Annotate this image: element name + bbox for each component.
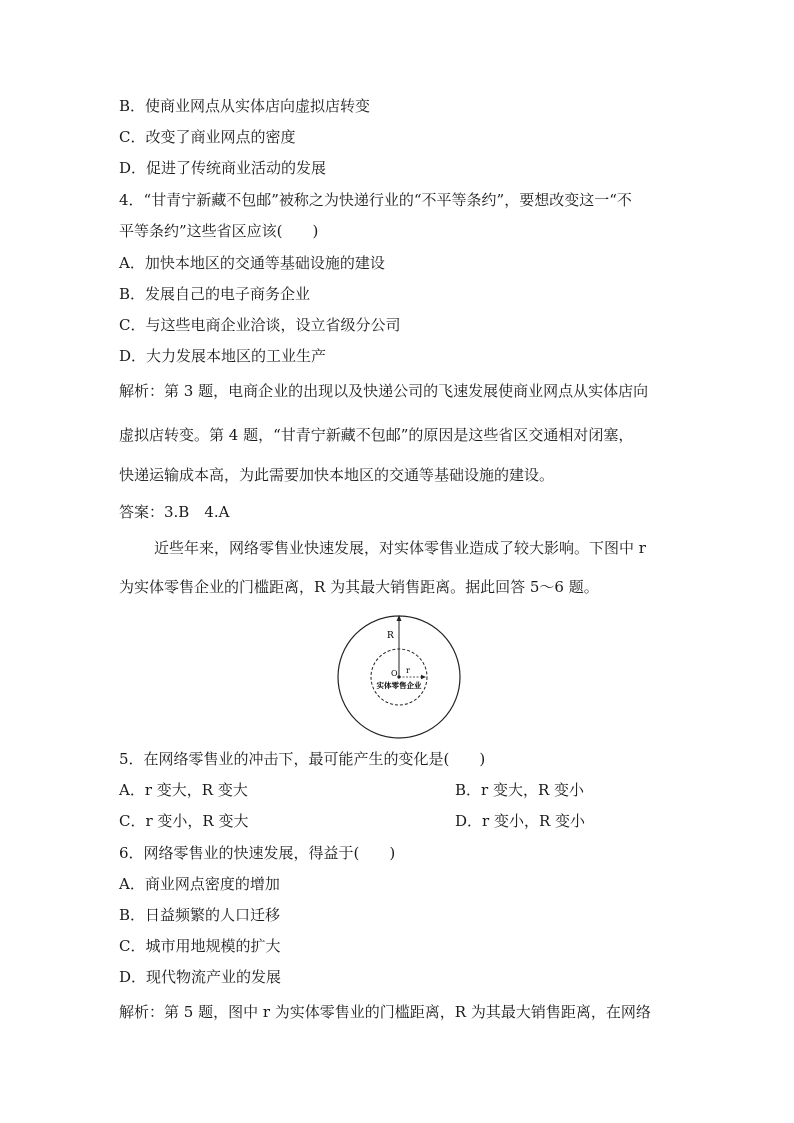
center-point — [397, 675, 400, 678]
label-enterprise: 实体零售企业 — [376, 681, 422, 690]
q6-option-d: D．现代物流产业的发展 — [119, 968, 282, 986]
q6-option-c: C．城市用地规模的扩大 — [119, 937, 281, 955]
q3-option-d: D．促进了传统商业活动的发展 — [119, 159, 327, 177]
intro-line-2: 为实体零售企业的门槛距离，R 为其最大销售距离。据此回答 5～6 题。 — [119, 578, 599, 596]
answer-1: 答案：3.B 4.A — [119, 503, 230, 521]
analysis-2-line-1: 解析：第 5 题，图中 r 为实体零售业的门槛距离，R 为其最大销售距离，在网络 — [119, 1003, 651, 1021]
q6-option-b: B．日益频繁的人口迁移 — [119, 906, 281, 924]
q4-option-d: D．大力发展本地区的工业生产 — [119, 347, 327, 365]
radius-r-arrowhead — [421, 675, 426, 679]
q6-option-a: A．商业网点密度的增加 — [119, 875, 280, 893]
label-O: O — [391, 669, 398, 678]
analysis-1-line-3: 快递运输成本高，为此需要加快本地区的交通等基础设施的建设。 — [119, 466, 555, 484]
label-r: r — [406, 666, 410, 675]
q6-stem: 6．网络零售业的快速发展，得益于( ) — [119, 844, 396, 862]
q3-option-b: B．使商业网点从实体店向虚拟店转变 — [119, 97, 371, 115]
intro-line-1: 近些年来，网络零售业快速发展，对实体零售业造成了较大影响。下图中 r — [154, 539, 646, 557]
analysis-1-line-1: 解析：第 3 题，电商企业的出现以及快递公司的飞速发展使商业网点从实体店向 — [119, 382, 649, 400]
q4-stem-line-1: 4．“甘青宁新藏不包邮”被称之为快递行业的“不平等条约”，要想改变这一“不 — [119, 191, 632, 209]
q4-stem-line-2: 平等条约”这些省区应该( ) — [119, 222, 319, 240]
q5-option-a: A．r 变大，R 变大 — [119, 781, 248, 799]
label-R: R — [387, 631, 394, 641]
q4-option-a: A．加快本地区的交通等基础设施的建设 — [119, 254, 385, 272]
q4-option-c: C．与这些电商企业洽谈，设立省级分公司 — [119, 316, 401, 334]
q3-option-c: C．改变了商业网点的密度 — [119, 128, 296, 146]
analysis-1-line-2: 虚拟店转变。第 4 题，“甘青宁新藏不包邮”的原因是这些省区交通相对闭塞， — [119, 426, 634, 444]
q5-stem: 5．在网络零售业的冲击下，最可能产生的变化是( ) — [119, 750, 486, 768]
q5-option-c: C．r 变小，R 变大 — [119, 812, 249, 830]
q5-option-d: D．r 变小，R 变小 — [455, 812, 586, 830]
q4-option-b: B．发展自己的电子商务企业 — [119, 285, 311, 303]
q5-option-b: B．r 变大，R 变小 — [455, 781, 585, 799]
threshold-range-diagram — [334, 612, 464, 742]
